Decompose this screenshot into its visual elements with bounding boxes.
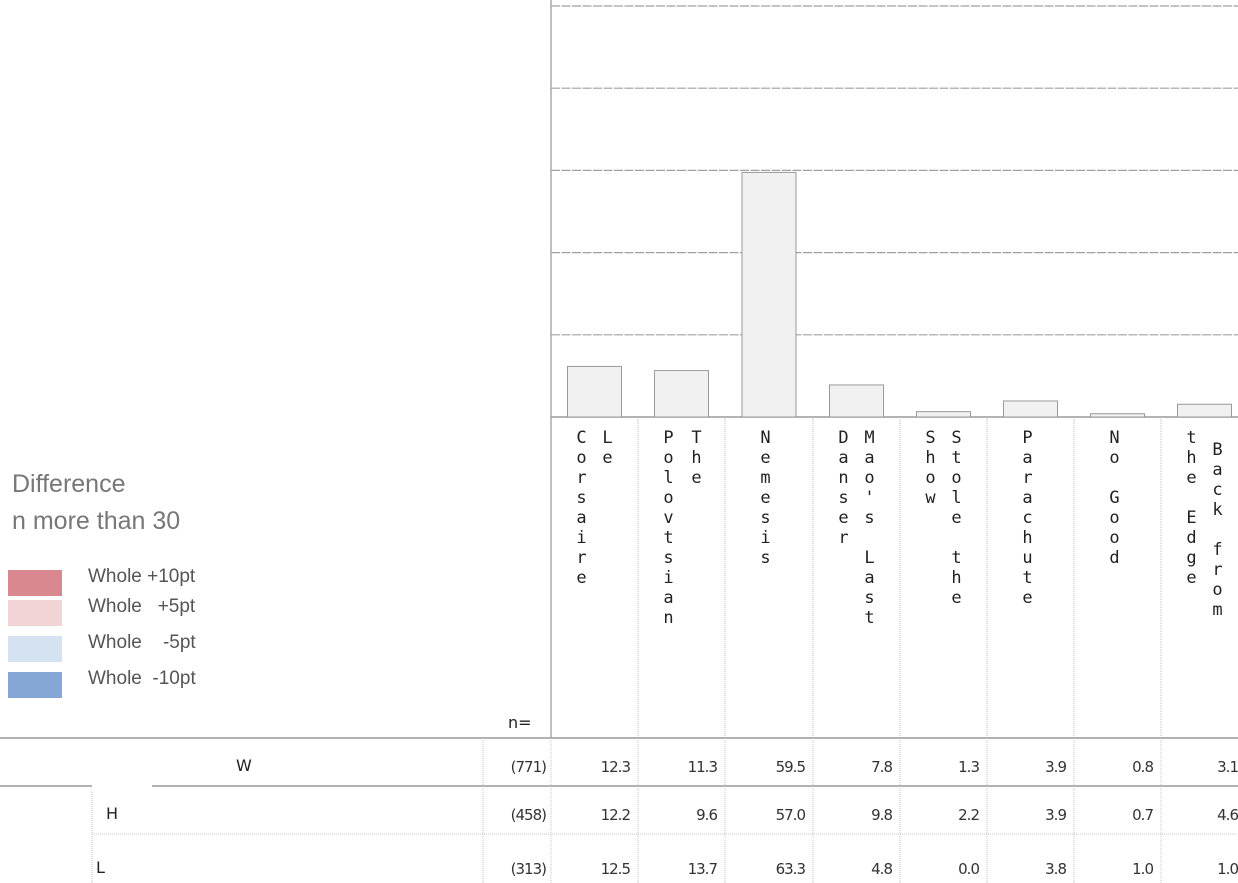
table-cell: 3.9 (1045, 806, 1066, 824)
table-cell: 1.3 (958, 758, 979, 776)
table-cell: 7.8 (871, 758, 892, 776)
category-label: Nemesis (755, 428, 776, 568)
category-label: No Good (1104, 428, 1125, 568)
bar-2 (742, 172, 796, 417)
category-label: Corsaire (571, 428, 592, 588)
legend-swatch (8, 600, 62, 626)
table-cell: 12.3 (600, 758, 630, 776)
table-cell: 3.9 (1045, 758, 1066, 776)
row-label: W (236, 756, 252, 775)
legend-swatch (8, 570, 62, 596)
table-cell: 63.3 (775, 860, 805, 878)
bar-7 (1178, 404, 1232, 417)
table-cell: 59.5 (775, 758, 805, 776)
table-cell: 4.6 (1217, 806, 1238, 824)
row-n: (771) (510, 758, 546, 776)
category-label: The (686, 428, 707, 488)
category-label: Back from (1207, 440, 1228, 620)
category-label: Stole the (946, 428, 967, 608)
bar-4 (917, 412, 971, 417)
table-cell: 9.6 (696, 806, 717, 824)
bar-0 (568, 366, 622, 417)
category-label: Le (597, 428, 618, 468)
bar-5 (1004, 401, 1058, 417)
category-label: Mao's Last (859, 428, 880, 628)
legend-label: Whole -5pt (88, 632, 196, 653)
table-cell: 1.0 (1217, 860, 1238, 878)
category-label: Show (920, 428, 941, 508)
table-cell: 0.8 (1132, 758, 1153, 776)
table-cell: 11.3 (687, 758, 717, 776)
n-column-header: n= (508, 713, 532, 732)
bar-6 (1091, 414, 1145, 417)
table-cell: 4.8 (871, 860, 892, 878)
legend-label: Whole -10pt (88, 668, 196, 689)
table-cell: 1.0 (1132, 860, 1153, 878)
table-cell: 2.2 (958, 806, 979, 824)
category-label: Polovtsian (658, 428, 679, 628)
legend-swatch (8, 672, 62, 698)
bar-3 (830, 385, 884, 417)
category-label: Danser (833, 428, 854, 548)
row-n: (313) (510, 860, 546, 878)
table-cell: 3.8 (1045, 860, 1066, 878)
table-cell: 0.0 (958, 860, 979, 878)
legend-label: Whole +5pt (88, 596, 196, 617)
row-n: (458) (510, 806, 546, 824)
legend-label: Whole +10pt (88, 566, 196, 587)
row-label: L (96, 858, 105, 877)
legend-subtitle: n more than 30 (12, 507, 181, 535)
legend-swatch (8, 636, 62, 662)
table-cell: 9.8 (871, 806, 892, 824)
table-cell: 12.5 (600, 860, 630, 878)
legend-title: Difference (12, 470, 126, 498)
row-label-notch (92, 780, 152, 792)
row-label: H (106, 804, 119, 823)
bar-1 (655, 371, 709, 417)
category-label: the Edge (1181, 428, 1202, 588)
category-label: Parachute (1017, 428, 1038, 608)
table-cell: 0.7 (1132, 806, 1153, 824)
table-cell: 3.1 (1217, 758, 1238, 776)
table-cell: 12.2 (600, 806, 630, 824)
table-cell: 57.0 (775, 806, 805, 824)
table-cell: 13.7 (687, 860, 717, 878)
